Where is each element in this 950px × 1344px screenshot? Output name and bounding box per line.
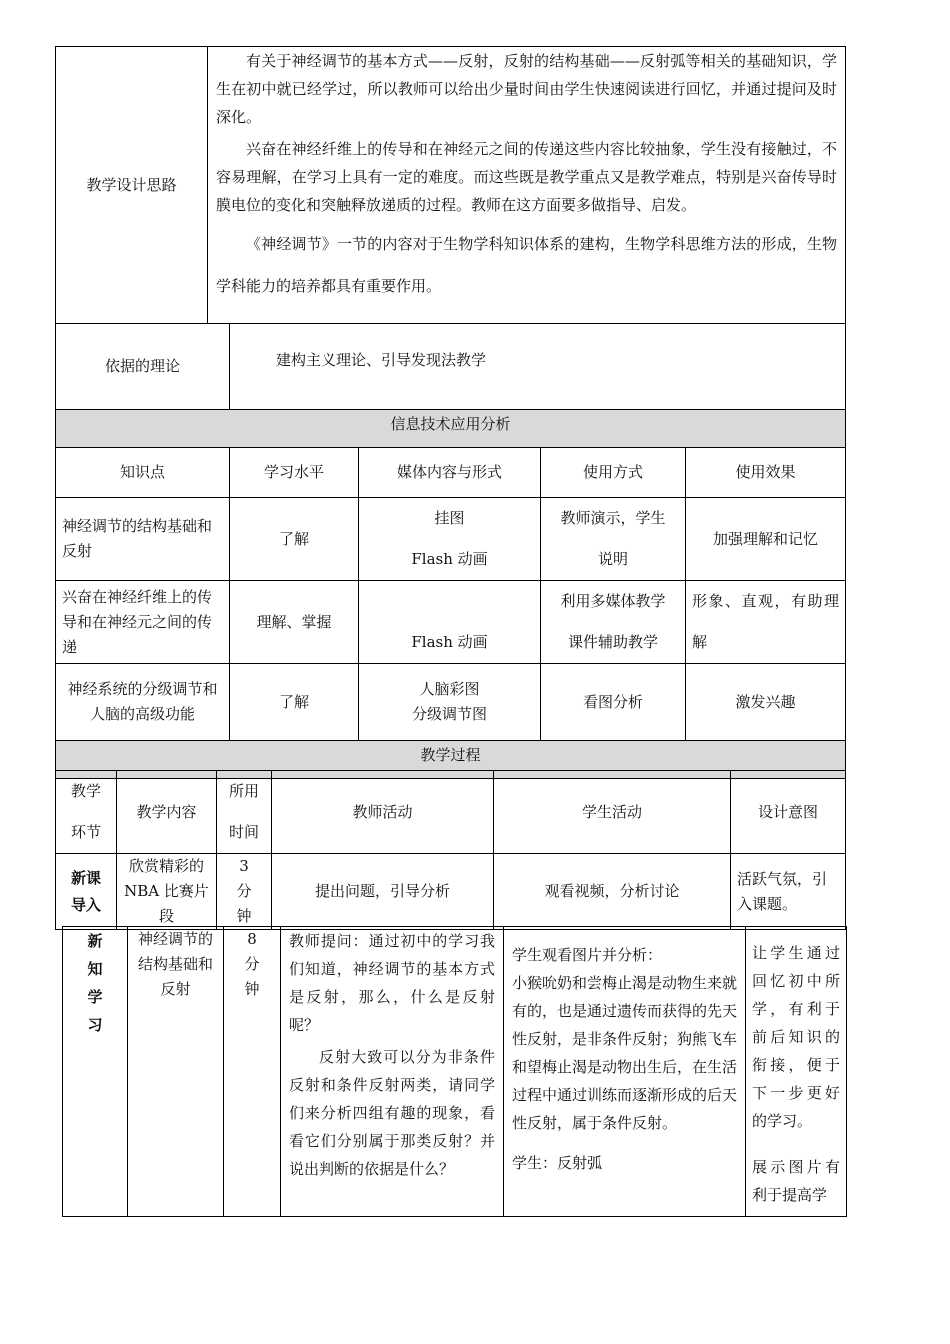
header-design-intent: 设计意图 <box>731 771 846 854</box>
teacher-paragraph: 教师提问：通过初中的学习我们知道，神经调节的基本方式是反射，那么，什么是反射呢？ <box>289 932 495 1034</box>
usage-method <box>541 664 686 741</box>
it-analysis-title-row <box>56 410 846 448</box>
usage-line: 看图分析 <box>582 692 643 711</box>
process-row-new-knowledge <box>63 927 847 1217</box>
design-intent <box>746 927 847 1217</box>
media-content <box>359 498 541 581</box>
media-item: Flash 动画 <box>411 633 488 651</box>
media-content <box>359 581 541 664</box>
design-content <box>208 47 846 324</box>
learning-level: 理解、掌握 <box>230 581 359 664</box>
new-knowledge-table <box>62 926 847 1217</box>
theory-value: 建构主义理论、引导发现法教学 <box>230 324 846 410</box>
usage-line: 利用多媒体教学 <box>560 592 666 610</box>
usage-effect: 加强理解和记忆 <box>686 498 846 581</box>
student-paragraph: 小猴吮奶和尝梅止渴是动物生来就有的，也是通过遗传而获得的先天性反射，是非条件反射；狗熊飞车和望梅止渴是动物出生后，在生活过程中通过训练而逐渐形成的后天性反射，属于条件反射。 <box>512 974 738 1132</box>
time-used: 8 分 钟 <box>224 927 281 1217</box>
learning-level: 了解 <box>230 498 359 581</box>
it-analysis-header-row <box>56 448 846 498</box>
usage-line: 课件辅助教学 <box>567 633 658 651</box>
header-usage: 使用方式 <box>541 448 686 498</box>
header-stage: 教学 环节 <box>56 771 117 854</box>
lesson-content: 神经调节的结构基础和反射 <box>128 927 224 1217</box>
intent-paragraph: 让学生通过回忆初中所学，有利于前后知识的衔接，便于下一步更好的学习。 <box>752 944 840 1130</box>
process-row-intro <box>56 854 846 930</box>
design-paragraph: 有关于神经调节的基本方式——反射，反射的结构基础——反射弧等相关的基础知识，学生在初中就已经学过，所以教师可以给出少量时间由学生快速阅读进行回忆，并通过提问及时深化。 <box>216 52 838 126</box>
design-row <box>56 47 846 324</box>
teacher-activity: 提出问题，引导分析 <box>272 854 494 930</box>
time-used: 3 分 钟 <box>217 854 272 930</box>
usage-line: 说明 <box>597 550 628 568</box>
design-paragraph: 《神经调节》一节的内容对于生物学科知识体系的建构，生物学科思维方法的形成，生物学科能力的培养都具有重要作用。 <box>216 235 838 295</box>
lesson-content: 欣赏精彩的 NBA 比赛片段 <box>117 854 217 930</box>
header-teacher-activity: 教师活动 <box>272 771 494 854</box>
header-content: 教学内容 <box>117 771 217 854</box>
stage-label: 新课 导入 <box>56 854 117 930</box>
usage-line: 教师演示，学生 <box>560 509 666 527</box>
student-paragraph: 学生观看图片并分析： <box>512 946 663 964</box>
process-header-row <box>56 771 846 854</box>
knowledge-point: 神经系统的分级调节和人脑的高级功能 <box>56 664 230 741</box>
usage-effect: 形象、直观，有助理解 <box>686 581 846 664</box>
header-time: 所用 时间 <box>217 771 272 854</box>
header-effect: 使用效果 <box>686 448 846 498</box>
it-analysis-row <box>56 581 846 664</box>
media-item: Flash 动画 <box>411 550 488 568</box>
header-media: 媒体内容与形式 <box>359 448 541 498</box>
teacher-activity <box>281 927 504 1217</box>
usage-method <box>541 581 686 664</box>
usage-method <box>541 498 686 581</box>
media-item: 人脑彩图 <box>419 680 480 698</box>
theory-label: 依据的理论 <box>56 324 230 410</box>
media-content <box>359 664 541 741</box>
design-paragraph: 兴奋在神经纤维上的传导和在神经元之间的传递这些内容比较抽象，学生没有接触过，不容易理解，在学习上具有一定的难度。而这些既是教学重点又是教学难点，特别是兴奋传导时膜电位的变化和突触释放递质的过程。教师在这方面要多做指导、启发。 <box>216 140 838 214</box>
stage-label: 新 知 学 习 <box>63 927 128 1217</box>
usage-effect: 激发兴趣 <box>686 664 846 741</box>
knowledge-point: 兴奋在神经纤维上的传导和在神经元之间的传递 <box>56 581 230 664</box>
knowledge-point: 神经调节的结构基础和反射 <box>56 498 230 581</box>
learning-level: 了解 <box>230 664 359 741</box>
header-knowledge-point: 知识点 <box>56 448 230 498</box>
student-activity <box>504 927 746 1217</box>
design-intent: 活跃气氛，引入课题。 <box>731 854 846 930</box>
intent-paragraph: 展示图片有利于提高学 <box>752 1158 840 1204</box>
process-table <box>55 770 846 930</box>
media-item: 分级调节图 <box>411 705 487 723</box>
process-title: 教学过程 <box>56 741 846 779</box>
media-item: 挂图 <box>434 509 465 527</box>
student-paragraph: 学生：反射弧 <box>512 1154 603 1172</box>
design-label: 教学设计思路 <box>56 47 208 324</box>
theory-row <box>56 324 846 410</box>
teacher-paragraph: 反射大致可以分为非条件反射和条件反射两类，请同学们来分析四组有趣的现象，看看它们分别属于那类反射？并说出判断的依据是什么？ <box>289 1048 495 1178</box>
it-analysis-row <box>56 664 846 741</box>
header-student-activity: 学生活动 <box>494 771 731 854</box>
it-analysis-row <box>56 498 846 581</box>
it-analysis-title: 信息技术应用分析 <box>56 410 846 448</box>
header-learning-level: 学习水平 <box>230 448 359 498</box>
lesson-plan-table <box>55 46 846 779</box>
student-activity: 观看视频，分析讨论 <box>494 854 731 930</box>
